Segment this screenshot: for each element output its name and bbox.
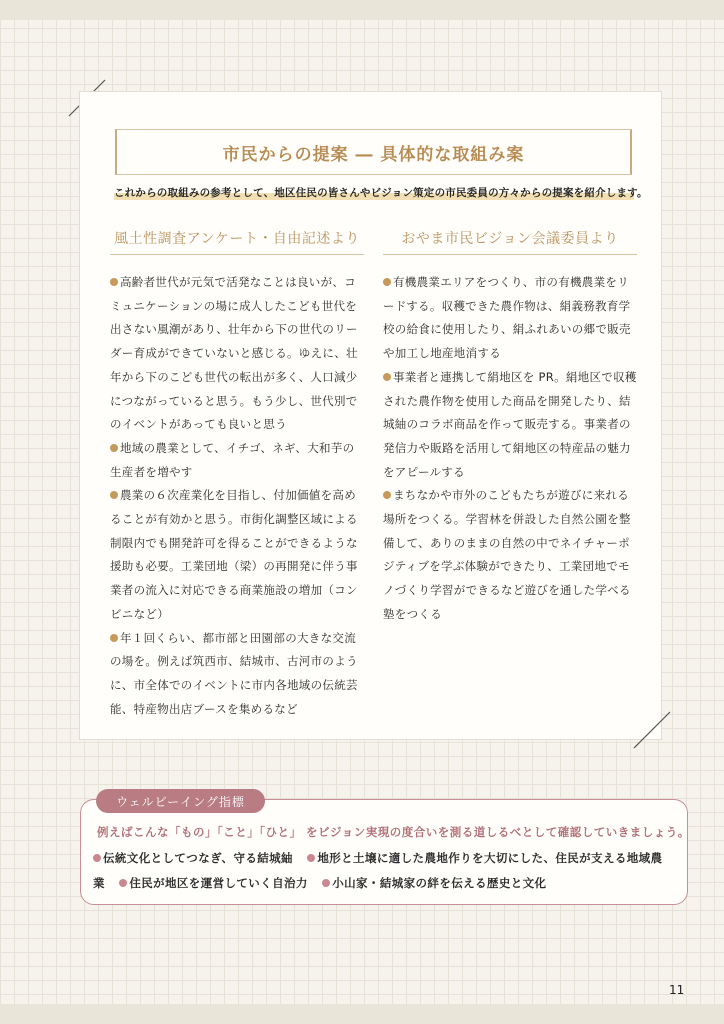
wellbeing-box [80,799,688,905]
proposals-card [79,91,662,740]
right-column [383,228,637,627]
list-item: 地形と土壌に適した農地作りを大切にした、住民が支える地域農業 [93,851,663,890]
bullet-icon [110,444,118,452]
bullet-icon [110,278,118,286]
bullet-icon [119,879,127,887]
bullet-icon [110,491,118,499]
left-column-heading: 風土性調査アンケート・自由記述より [110,228,364,255]
right-column-body [383,271,637,627]
list-item: 住民が地区を運営していく自治力 [119,876,308,890]
list-item: 伝統文化としてつなぎ、守る結城紬 [93,851,293,865]
title-box [115,129,632,175]
list-item: 地域の農業として、イチゴ、ネギ、大和芋の生産者を増やす [110,440,355,479]
list-item: 事業者と連携して絹地区を PR。絹地区で収穫された農作物を使用した商品を開発したり、結城紬のコラボ商品を作って販売する。事業者の発信力や販路を活用して絹地区の特産品の魅力をアピールする [383,369,637,479]
left-column-body [110,271,364,721]
bullet-icon [322,879,330,887]
bullet-icon [93,854,101,862]
list-item: 小山家・結城家の絆を伝える歴史と文化 [322,876,546,890]
bullet-icon [383,491,391,499]
list-item: まちなかや市外のこどもたちが遊びに来れる場所をつくる。学習林を併設した自然公園を整備して、ありのままの自然の中でネイチャーポジティブを学ぶ体験ができたり、工業団地でモノづくり学習ができるなど遊びを通した学べる塾をつくる [383,488,631,621]
bullet-icon [307,854,315,862]
wellbeing-tab: ウェルビーイング指標 [96,789,265,813]
list-item: 有機農業エリアをつくり、市の有機農業をリードする。収穫できた農作物は、絹義務教育学校の給食に使用したり、絹ふれあいの郷で販売や加工し地産地消する [383,275,631,361]
wellbeing-items [93,846,678,896]
bullet-icon [383,373,391,381]
page-number: 11 [669,983,685,997]
intro-text: これからの取組みの参考として、地区住民の皆さんやビジョン策定の市民委員の方々からの提案を紹介します。 [114,187,648,199]
bottom-band [0,1004,724,1024]
wellbeing-lead: 例えばこんな「もの」「こと」「ひと」 をビジョン実現の度合いを測る道しるべとして確認していきましょう。 [97,825,690,839]
list-item: 年１回くらい、都市部と田園部の大きな交流の場を。例えば筑西市、結城市、古河市のように、市全体でのイベントに市内各地域の伝統芸能、特産物出店ブースを集めるなど [110,630,358,716]
bullet-icon [383,278,391,286]
left-column [110,228,364,721]
list-item: 農業の６次産業化を目指し、付加価値を高めることが有効かと思う。市街化調整区域による制限内でも開発許可を得ることができるような援助も必要。工業団地（梁）の再開発に伴う事業者の流入に対応できる商業施設の増加（コンビニなど） [110,488,358,621]
list-item: 高齢者世代が元気で活発なことは良いが、コミュニケーションの場に成人したこども世代を出さない風潮があり、壮年から下の世代のリーダー育成ができていないと感じる。ゆえに、壮年から下のこども世代の転出が多く、人口減少につながっていると思う。もう少し、世代別でのイベントがあっても良いと思う [110,275,358,432]
right-column-heading: おやま市民ビジョン会議委員より [383,228,637,255]
bullet-icon [110,634,118,642]
page-title: 市民からの提案 ― 具体的な取組み案 [222,144,525,165]
corner-mark-bottom-right [632,710,672,750]
top-band [0,0,724,20]
